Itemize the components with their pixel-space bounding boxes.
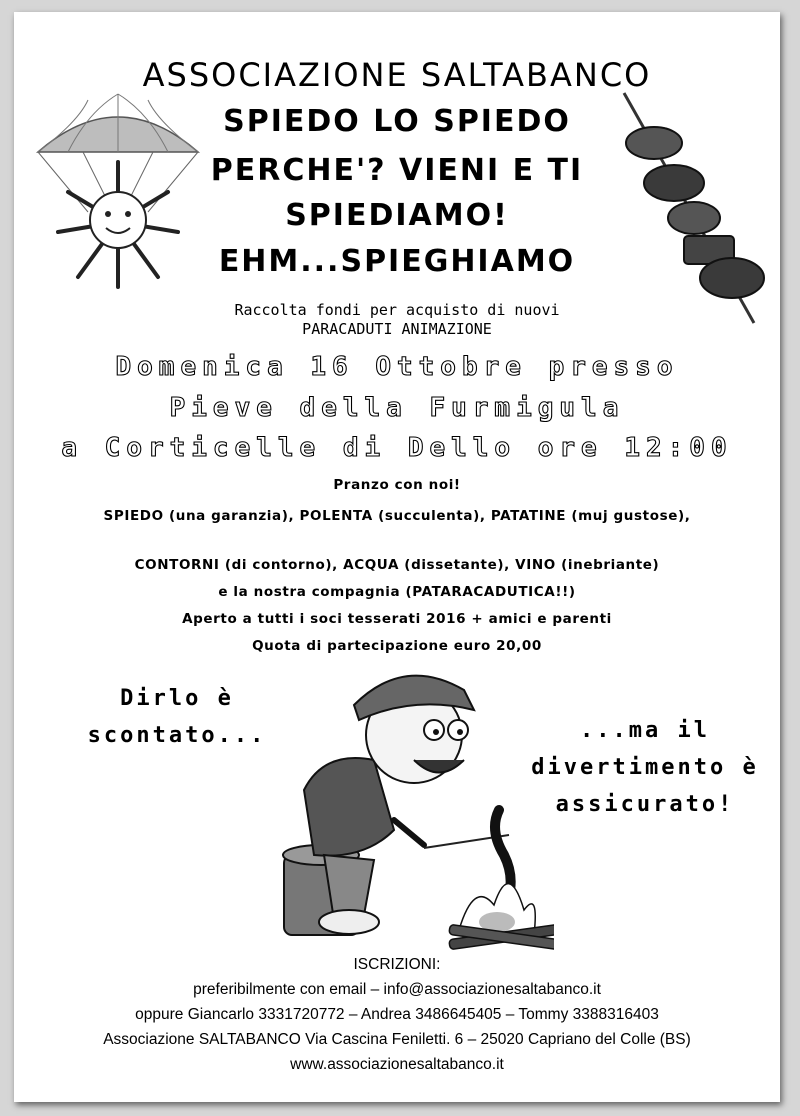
association-name: ASSOCIAZIONE SALTABANCO: [142, 56, 652, 94]
open-to-line: Aperto a tutti i soci tesserati 2016 + amici e parenti: [182, 611, 612, 627]
registration-title: ISCRIZIONI:: [353, 956, 441, 973]
website-link[interactable]: www.associazionesaltabanco.it: [290, 1056, 504, 1073]
flyer-sheet: [14, 12, 780, 1102]
address-line: Associazione SALTABANCO Via Cascina Feniletti. 6 – 25020 Capriano del Colle (BS): [103, 1031, 691, 1048]
fundraising-text: [14, 301, 780, 339]
menu-line-1: SPIEDO (una garanzia), POLENTA (succulenta), PATATINE (muj gustose),: [103, 508, 691, 524]
boy-roasting-sausage-illustration: [264, 660, 554, 955]
event-date-line-1: Domenica 16 Ottobre presso: [115, 352, 679, 382]
lunch-invite: Pranzo con noi!: [333, 477, 461, 493]
phone-line: oppure Giancarlo 3331720772 – Andrea 3486645405 – Tommy 3388316403: [135, 1006, 659, 1023]
slogan-right: ...ma il divertimento è assicurato!: [531, 718, 759, 817]
headline-line-1: SPIEDO LO SPIEDO: [223, 104, 571, 139]
fee-line: Quota di partecipazione euro 20,00: [252, 638, 542, 654]
fundraising-line-1: Raccolta fondi per acquisto di nuovi: [234, 301, 560, 319]
headline-line-3: SPIEDIAMO!: [285, 198, 509, 233]
company-line: e la nostra compagnia (PATARACADUTICA!!): [218, 584, 576, 600]
event-date-line-3: a Corticelle di Dello ore 12:00: [61, 433, 733, 463]
slogan-left: Dirlo è scontato...: [87, 686, 267, 748]
headline-line-2: PERCHE'? VIENI E TI: [210, 153, 584, 188]
menu-line-2: CONTORNI (di contorno), ACQUA (dissetante), VINO (inebriante): [134, 557, 660, 573]
fundraising-line-2: PARACADUTI ANIMAZIONE: [302, 320, 492, 338]
event-date-line-2: Pieve della Furmigula: [169, 393, 625, 423]
headline-line-4: EHM...SPIEGHIAMO: [218, 244, 576, 279]
email-line: preferibilmente con email – info@associazionesaltabanco.it: [193, 981, 601, 998]
